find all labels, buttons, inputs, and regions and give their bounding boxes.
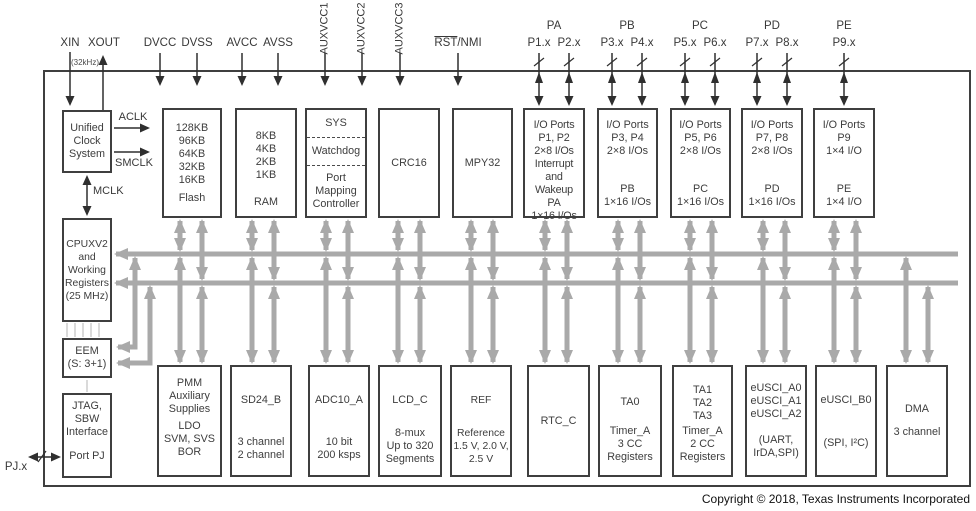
clock-label-mclk: MCLK — [93, 185, 124, 197]
pin-label-xin: XIN — [60, 37, 80, 49]
pin-label-p2x: P2.x — [557, 37, 581, 49]
pin-label-pjx: PJ.x — [4, 461, 28, 473]
pin-label-p4x: P4.x — [630, 37, 654, 49]
block-flash — [162, 108, 222, 218]
column-bus-arrows — [180, 221, 928, 362]
port-pin-lines — [534, 53, 849, 104]
block-label: eUSCI_A0 eUSCI_A1 eUSCI_A2 — [750, 382, 802, 420]
pin-label-auxvcc2: AUXVCC2 — [355, 2, 368, 55]
sys-segment — [307, 110, 365, 138]
block-mpy32 — [452, 108, 513, 218]
clock-label-smclk: SMCLK — [115, 157, 153, 169]
block-dma — [886, 365, 948, 477]
block-label: I/O Ports P5, P6 2×8 I/Os — [679, 119, 722, 157]
block-label: 3 channel — [893, 426, 941, 438]
pin-label-p9x: P9.x — [832, 37, 856, 49]
pin-label-p1x: P1.x — [527, 37, 551, 49]
block-ref — [450, 365, 512, 477]
rst-overline: $\overline{RST}$ — [434, 37, 458, 49]
block-label: SYS — [325, 117, 347, 129]
block-eusci-a — [745, 365, 807, 477]
block-unified-clock-system — [62, 110, 112, 173]
pin-label-dvcc: DVCC — [143, 37, 177, 49]
block-io-p9 — [813, 108, 875, 218]
pin-label-avss: AVSS — [263, 37, 293, 49]
block-label: I/O Ports P9 1×4 I/O — [822, 119, 866, 157]
pin-note-32khz: (32kHz) — [70, 58, 99, 67]
block-label: PA 1×16 I/Os — [531, 197, 577, 222]
block-label: eUSCI_B0 — [820, 394, 872, 406]
pin-label-xout: XOUT — [88, 37, 120, 49]
block-label: Timer_A 2 CC Registers — [679, 425, 726, 463]
copyright-text: Copyright © 2018, Texas Instruments Incorporated — [701, 492, 970, 506]
block-label: PMM Auxiliary Supplies — [168, 377, 211, 415]
block-label: EEM (S: 3+1) — [67, 345, 107, 370]
block-label: I/O Ports P7, P8 2×8 I/Os — [750, 119, 794, 157]
eem-bus-connectors — [118, 258, 150, 363]
block-eem — [62, 338, 112, 378]
pin-label-p8x: P8.x — [775, 37, 799, 49]
block-io-p5-p6 — [670, 108, 731, 218]
block-label: MPY32 — [464, 156, 501, 169]
block-io-p3-p4 — [597, 108, 658, 218]
port-group-label-pd: PD — [764, 20, 780, 32]
block-label: Unified Clock System — [69, 122, 105, 160]
port-group-label-pa: PA — [546, 20, 562, 32]
block-label: ADC10_A — [314, 394, 363, 406]
pin-label-p7x: P7.x — [745, 37, 769, 49]
block-sd24b — [230, 365, 292, 477]
block-label: Flash — [178, 192, 206, 204]
block-io-p7-p8 — [741, 108, 803, 218]
block-label: Port Mapping Controller — [312, 171, 360, 210]
block-label: SD24_B — [240, 394, 282, 406]
block-label: RAM — [254, 196, 278, 208]
block-crc16 — [378, 108, 440, 218]
port-group-label-pe: PE — [836, 20, 852, 32]
watchdog-segment — [307, 138, 365, 166]
block-ta0 — [598, 365, 662, 477]
block-ta1-ta2-ta3 — [672, 365, 733, 477]
block-label: Reference 1.5 V, 2.0 V, 2.5 V — [453, 428, 509, 465]
block-label: PB 1×16 I/Os — [603, 183, 652, 208]
block-label: I/O Ports P1, P2 2×8 I/Os Interrupt and Wakeup — [533, 119, 575, 196]
block-label: PC 1×16 I/Os — [676, 183, 725, 208]
block-label: PD 1×16 I/Os — [748, 183, 796, 208]
block-lcdc — [378, 365, 442, 477]
block-label: 3 channel 2 channel — [237, 436, 285, 461]
nmi-text: /NMI — [457, 37, 482, 49]
block-label: Timer_A 3 CC Registers — [607, 425, 653, 463]
block-label: 8KB 4KB 2KB 1KB — [255, 130, 277, 181]
block-pmm — [157, 365, 222, 477]
block-cpu — [62, 218, 112, 322]
block-label: Port PJ — [69, 450, 105, 462]
pin-label-p3x: P3.x — [600, 37, 624, 49]
port-group-label-pb: PB — [619, 20, 635, 32]
block-label: TA1 TA2 TA3 — [693, 384, 712, 422]
pin-label-auxvcc3: AUXVCC3 — [393, 2, 406, 55]
block-label: REF — [470, 395, 492, 406]
block-label: 128KB 96KB 64KB 32KB 16KB — [175, 122, 209, 186]
block-label: (SPI, I²C) — [823, 437, 869, 449]
block-eusci-b0 — [815, 365, 877, 477]
block-jtag — [62, 393, 112, 478]
block-label: 10 bit 200 ksps — [317, 436, 361, 461]
block-label: RTC_C — [540, 414, 577, 427]
pin-label-auxvcc1: AUXVCC1 — [318, 2, 331, 55]
block-label: LCD_C — [392, 394, 428, 406]
block-label: CRC16 — [391, 156, 427, 169]
pin-label-dvss: DVSS — [181, 37, 213, 49]
block-sys — [305, 108, 367, 218]
block-label: DMA — [905, 403, 929, 415]
block-io-p1-p2 — [523, 108, 585, 222]
pin-label-avcc: AVCC — [226, 37, 258, 49]
block-label: (UART, IrDA,SPI) — [753, 434, 799, 459]
pin-label-p6x: P6.x — [703, 37, 727, 49]
port-group-label-pc: PC — [692, 20, 708, 32]
block-label: CPUXV2 and Working Registers (25 MHz) — [65, 238, 109, 302]
pin-label-rst-nmi — [418, 37, 498, 50]
block-label: 8-mux Up to 320 Segments — [385, 427, 435, 465]
supply-pin-lines — [160, 53, 458, 84]
block-label: PE 1×4 I/O — [826, 183, 862, 208]
block-rtcc — [527, 365, 590, 477]
block-label: I/O Ports P3, P4 2×8 I/Os — [606, 119, 649, 157]
block-label: TA0 — [620, 396, 640, 408]
block-label: JTAG, SBW Interface — [65, 400, 108, 438]
clock-label-aclk: ACLK — [118, 111, 148, 123]
block-ram — [235, 108, 297, 218]
block-label: Watchdog — [311, 145, 361, 157]
pin-label-p5x: P5.x — [673, 37, 697, 49]
port-mapping-segment — [307, 166, 365, 216]
block-adc10a — [308, 365, 370, 477]
block-label: LDO SVM, SVS BOR — [163, 420, 215, 458]
